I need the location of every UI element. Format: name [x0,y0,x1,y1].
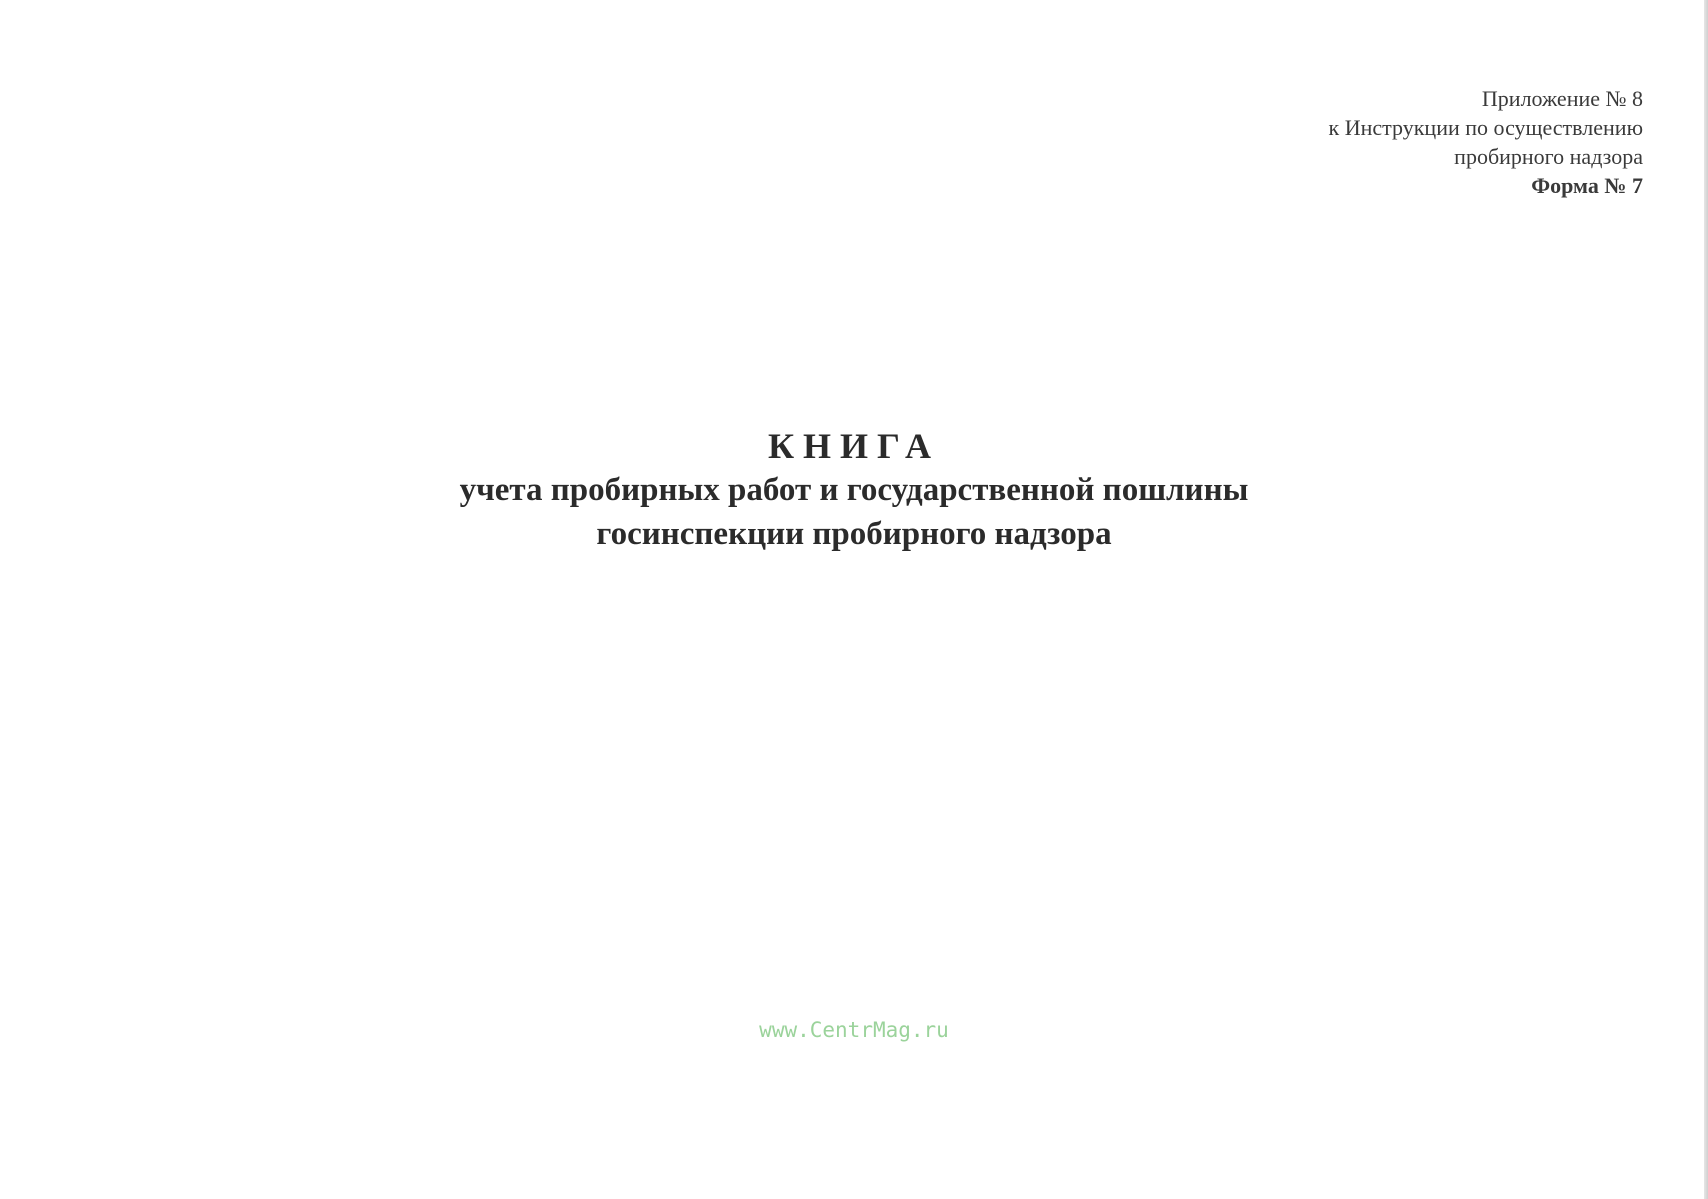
form-number: Форма № 7 [1531,173,1643,198]
title-heading: КНИГА [767,426,941,466]
appendix-instruction-subject: пробирного надзора [1454,144,1643,169]
title-line-2: госинспекции пробирного надзора [596,516,1112,552]
title-line-1: учета пробирных работ и государственной пошлины [459,472,1249,508]
appendix-instruction-ref: к Инструкции по осуществлению [1328,115,1643,140]
watermark: www.CentrMag.ru [759,1018,949,1042]
appendix-note [1329,84,1643,200]
appendix-number: Приложение № 8 [1481,86,1643,111]
document-title [0,424,1708,556]
